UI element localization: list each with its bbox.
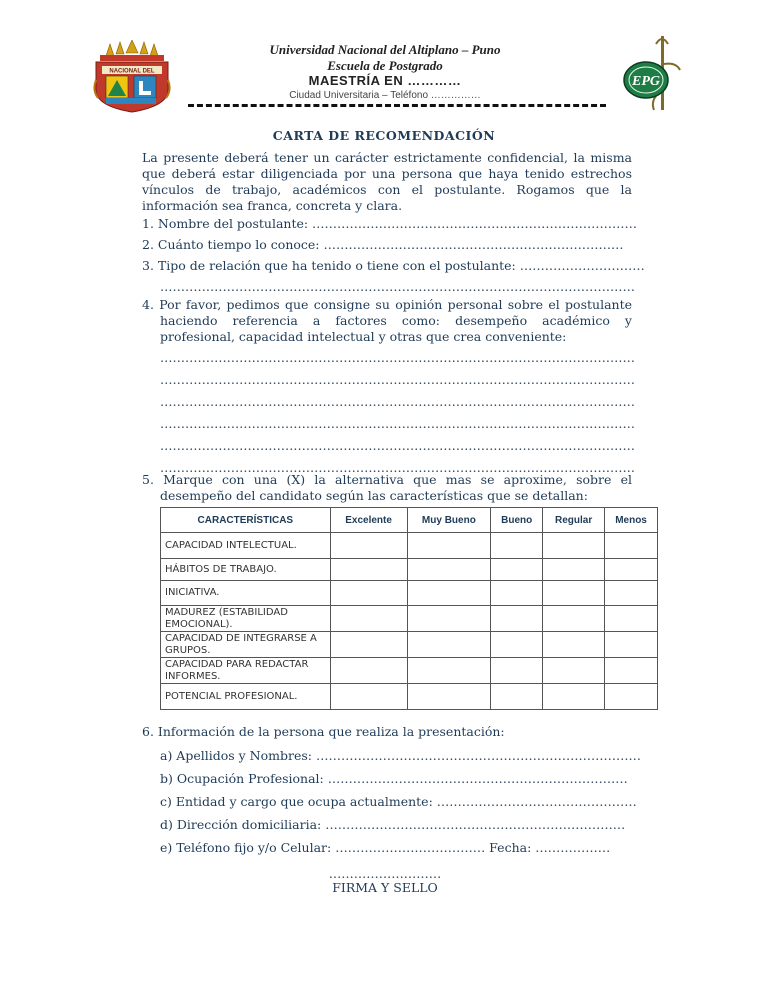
rating-cell[interactable] [407, 533, 491, 559]
signature-line: ……………………… [328, 866, 442, 881]
letter-title: CARTA DE RECOMENDACIÓN [272, 128, 496, 143]
rating-cell[interactable] [605, 533, 658, 559]
column-header: Bueno [491, 508, 543, 533]
rating-cell[interactable] [330, 581, 407, 606]
table-row [161, 658, 658, 684]
question-time-known: 2. Cuánto tiempo lo conoce: ……………………………………………………………… [142, 237, 624, 252]
answer-line: …………………………………………………………………………………………………… [160, 350, 635, 365]
rating-cell[interactable] [605, 559, 658, 581]
rating-cell[interactable] [605, 684, 658, 710]
rating-cell[interactable] [491, 559, 543, 581]
field-phone-date: e) Teléfono fijo y/o Celular: ……………………………… Fecha: ……………… [160, 840, 611, 855]
rating-cell[interactable] [407, 684, 491, 710]
signature-label: FIRMA Y SELLO [332, 880, 438, 895]
rating-cell[interactable] [605, 581, 658, 606]
rating-cell[interactable] [543, 632, 605, 658]
question-referee-info: 6. Información de la persona que realiza la presentación: [142, 724, 505, 739]
answer-line: …………………………………………………………………………………………………… [160, 394, 635, 409]
rating-cell[interactable] [543, 581, 605, 606]
rating-cell[interactable] [407, 606, 491, 632]
answer-line: …………………………………………………………………………………………………… [160, 438, 635, 453]
characteristic-label: HÁBITOS DE TRABAJO. [161, 559, 331, 581]
answer-line: …………………………………………………………………………………………………… [160, 416, 635, 431]
table-row [161, 533, 658, 559]
column-header: Excelente [330, 508, 407, 533]
rating-cell[interactable] [407, 632, 491, 658]
rating-cell[interactable] [330, 684, 407, 710]
school-name: Escuela de Postgrado [327, 58, 443, 73]
table-row [161, 581, 658, 606]
rating-cell[interactable] [543, 533, 605, 559]
rating-cell[interactable] [605, 658, 658, 684]
rating-cell[interactable] [543, 559, 605, 581]
question-evaluation [142, 472, 632, 504]
intro-paragraph: La presente deberá tener un carácter estrictamente confidencial, la misma que deberá estar diligenciada por una persona que haya tenido estrechos vínculos de trabajo, académicos con el postulante. Rogamos que la información sea franca, concreta y clara. [142, 150, 632, 213]
answer-line: …………………………………………………………………………………………………… [160, 460, 635, 475]
logo-text: EPG [632, 74, 660, 89]
rating-cell[interactable] [330, 606, 407, 632]
question-evaluation-text: 5. Marque con una (X) la alternativa que mas se aproxime, sobre el desempeño del candidato según las características que se detallan: [142, 472, 632, 503]
rating-cell[interactable] [330, 559, 407, 581]
rating-cell[interactable] [407, 559, 491, 581]
characteristic-label: CAPACIDAD INTELECTUAL. [161, 533, 331, 559]
field-full-name: a) Apellidos y Nombres: …………………………………………………………………… [160, 748, 641, 763]
column-header: Menos [605, 508, 658, 533]
characteristic-label: POTENCIAL PROFESIONAL. [161, 684, 331, 710]
logo-text: NACIONAL DEL [109, 68, 155, 75]
field-entity-position: c) Entidad y cargo que ocupa actualmente: ………………………………………… [160, 794, 637, 809]
rating-cell[interactable] [543, 606, 605, 632]
question-opinion [142, 297, 632, 345]
question-applicant-name: 1. Nombre del postulante: …………………………………………………………………… [142, 216, 638, 231]
rating-cell[interactable] [491, 658, 543, 684]
postgraduate-logo [620, 34, 686, 114]
field-occupation: b) Ocupación Profesional: ……………………………………………………………… [160, 771, 628, 786]
rating-cell[interactable] [491, 684, 543, 710]
rating-cell[interactable] [543, 658, 605, 684]
rating-cell[interactable] [407, 658, 491, 684]
rating-cell[interactable] [543, 684, 605, 710]
rating-cell[interactable] [330, 533, 407, 559]
question-relationship: 3. Tipo de relación que ha tenido o tiene con el postulante: ………………………… [142, 258, 645, 273]
university-name: Universidad Nacional del Altiplano – Puno [269, 42, 501, 57]
rating-cell[interactable] [330, 632, 407, 658]
characteristic-label: CAPACIDAD PARA REDACTAR INFORMES. [161, 658, 331, 684]
table-row [161, 559, 658, 581]
rating-cell[interactable] [407, 581, 491, 606]
rating-cell[interactable] [491, 533, 543, 559]
characteristic-label: INICIATIVA. [161, 581, 331, 606]
question-opinion-text: 4. Por favor, pedimos que consigne su opinión personal sobre el postulante haciendo referencia a factores como: desempeño académico y profesional, capacidad intelectual y otras que crea conveniente: [142, 297, 632, 344]
rating-cell[interactable] [491, 606, 543, 632]
rating-cell[interactable] [605, 632, 658, 658]
table-row [161, 684, 658, 710]
answer-line: …………………………………………………………………………………………………… [160, 372, 635, 387]
program-name: MAESTRÍA EN ………… [308, 73, 462, 88]
rating-cell[interactable] [605, 606, 658, 632]
contact-info: Ciudad Universitaria – Teléfono …………… [289, 90, 481, 101]
column-header: CARACTERÍSTICAS [161, 508, 331, 533]
header-divider [188, 104, 606, 107]
answer-line: …………………………………………………………………………………………………… [160, 279, 635, 294]
table-row [161, 606, 658, 632]
rating-cell[interactable] [491, 581, 543, 606]
rating-cell[interactable] [491, 632, 543, 658]
characteristic-label: CAPACIDAD DE INTEGRARSE A GRUPOS. [161, 632, 331, 658]
table-row [161, 632, 658, 658]
column-header: Regular [543, 508, 605, 533]
evaluation-table [160, 507, 658, 710]
characteristic-label: MADUREZ (ESTABILIDAD EMOCIONAL). [161, 606, 331, 632]
table-header-row [161, 508, 658, 533]
rating-cell[interactable] [330, 658, 407, 684]
field-address: d) Dirección domiciliaria: ……………………………………………………………… [160, 817, 626, 832]
column-header: Muy Bueno [407, 508, 491, 533]
